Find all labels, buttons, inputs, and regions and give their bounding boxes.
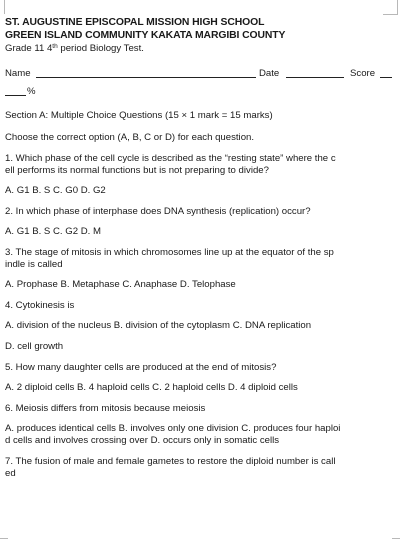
- student-info-fields: [5, 68, 397, 80]
- answer-options-1: A. G1 B. S C. G0 D. G2: [5, 185, 106, 196]
- question-3: [5, 247, 397, 271]
- question-6: 6. Meiosis differs from mitosis because meiosis: [5, 403, 206, 414]
- question-text: indle is called: [5, 259, 63, 270]
- percent-sign: %: [27, 86, 36, 97]
- date-blank[interactable]: [286, 77, 344, 78]
- question-2: 2. In which phase of interphase does DNA synthesis (replication) occur?: [5, 206, 311, 217]
- percent-blank[interactable]: [5, 95, 26, 96]
- question-text: 1. Which phase of the cell cycle is described as the “resting state” where the c: [5, 153, 336, 164]
- answer-options-6: [5, 423, 397, 447]
- crop-mark-top-right: [383, 0, 398, 15]
- date-label: Date: [259, 68, 280, 79]
- crop-mark-bottom-left: [0, 538, 8, 547]
- option-text: d cells and involves crossing over D. occurs only in somatic cells: [5, 435, 280, 446]
- question-text: ed: [5, 468, 16, 479]
- answer-options-2: A. G1 B. S C. G2 D. M: [5, 226, 101, 237]
- question-text: ell performs its normal functions but is not preparing to divide?: [5, 165, 269, 176]
- grade-superscript: th: [52, 43, 58, 50]
- crop-mark-top-left: [4, 0, 19, 14]
- community-name: GREEN ISLAND COMMUNITY KAKATA MARGIBI COUNTY: [5, 30, 286, 41]
- test-document: [5, 16, 397, 480]
- question-text: 3. The stage of mitosis in which chromosomes line up at the equator of the sp: [5, 247, 334, 258]
- instructions: Choose the correct option (A, B, C or D) for each question.: [5, 132, 255, 143]
- option-text: A. produces identical cells B. involves only one division C. produces four haploi: [5, 423, 341, 434]
- name-blank[interactable]: [36, 77, 256, 78]
- answer-options-4-continued: D. cell growth: [5, 341, 64, 352]
- crop-mark-bottom-right: [392, 538, 400, 547]
- section-title: Section A: Multiple Choice Questions (15 × 1 mark = 15 marks): [5, 110, 273, 121]
- answer-options-5: A. 2 diploid cells B. 4 haploid cells C. 2 haploid cells D. 4 diploid cells: [5, 382, 298, 393]
- percent-field: [5, 86, 397, 98]
- answer-options-3: A. Prophase B. Metaphase C. Anaphase D. Telophase: [5, 279, 236, 290]
- score-label: Score: [350, 68, 376, 79]
- name-label: Name: [5, 68, 31, 79]
- grade-suffix: period Biology Test.: [57, 43, 144, 54]
- question-5: 5. How many daughter cells are produced at the end of mitosis?: [5, 362, 277, 373]
- question-text: 7. The fusion of male and female gametes to restore the diploid number is call: [5, 456, 336, 467]
- school-name: ST. AUGUSTINE EPISCOPAL MISSION HIGH SCHOOL: [5, 17, 265, 28]
- score-blank[interactable]: [380, 77, 392, 78]
- grade-prefix: Grade 11 4: [5, 43, 53, 54]
- question-7: [5, 456, 397, 480]
- question-4: 4. Cytokinesis is: [5, 300, 75, 311]
- answer-options-4: A. division of the nucleus B. division of the cytoplasm C. DNA replication: [5, 320, 312, 331]
- test-title: [5, 43, 397, 55]
- question-1: [5, 153, 397, 177]
